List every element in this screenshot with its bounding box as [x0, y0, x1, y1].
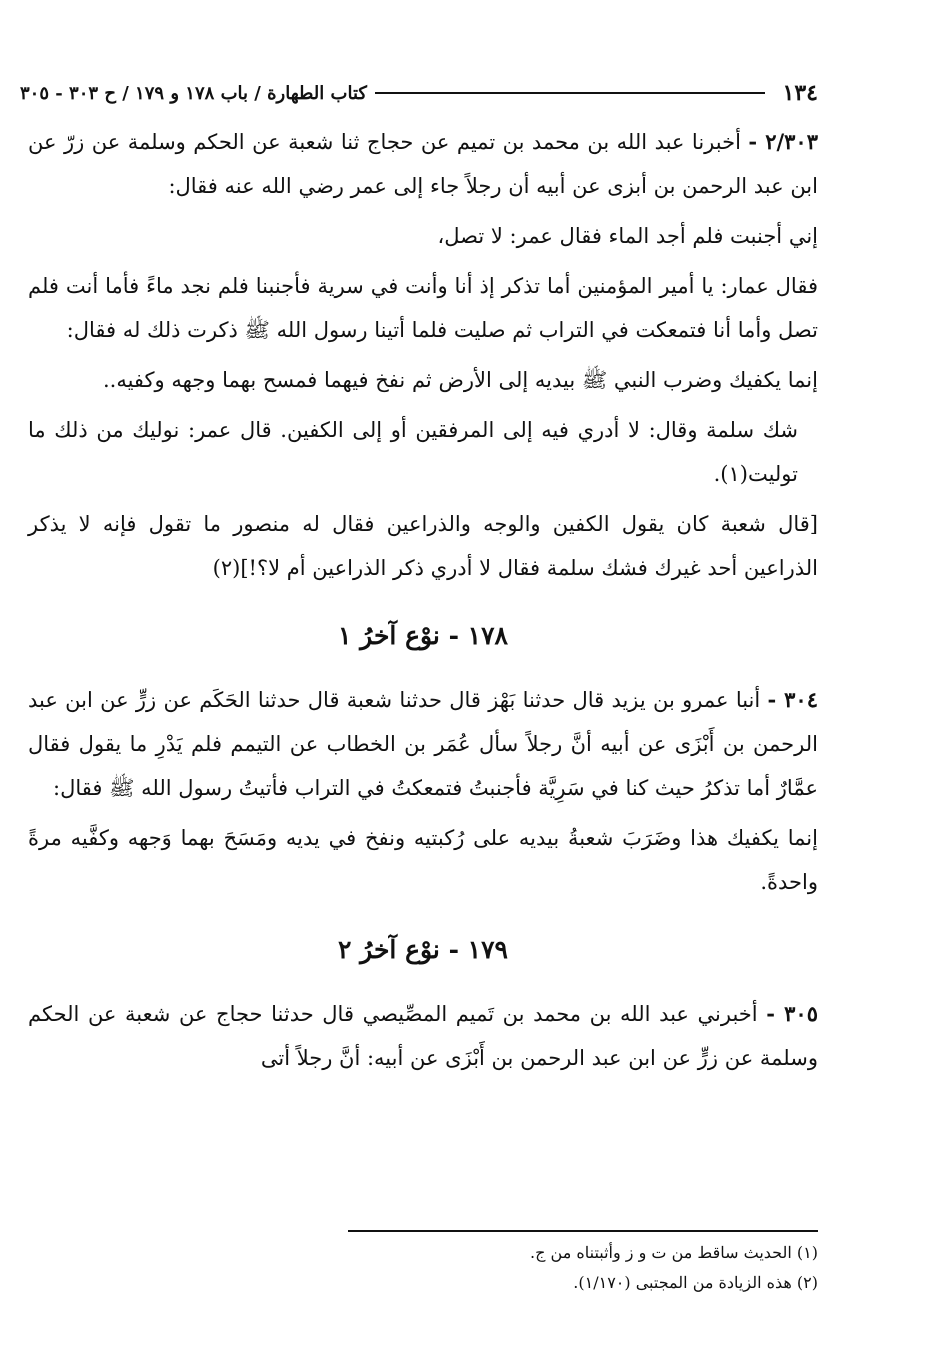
- hadith-303-paragraph: [28, 120, 818, 208]
- paragraph-text: أخبرني عبد الله بن محمد بن تَميم المصِّيصي قال حدثنا حجاج عن شعبة عن الحكم وسلمة عن زرٍّ عن ابن عبد الرحمن بن أَبْزَى عن أبيه: أنَّ رجلاً أتى: [28, 1002, 818, 1070]
- page-body: [28, 120, 818, 1080]
- paragraph: شك سلمة وقال: لا أدري فيه إلى المرفقين أو إلى الكفين. قال عمر: نوليك من ذلك ما توليت(١).: [28, 418, 798, 486]
- section-heading-179: ١٧٩ - نوْع آخرُ ٢: [338, 935, 508, 964]
- paragraph-text: أخبرنا عبد الله بن محمد بن تميم عن حجاج ثنا شعبة عن الحكم وسلمة عن زرّ عن ابن عبد الرحمن بن أبزى عن أبيه أن رجلاً جاء إلى عمر رضي الله عنه فقال:: [28, 130, 818, 198]
- hadith-number: ٢/٣٠٣ -: [748, 129, 818, 154]
- paragraph: إني أجنبت فلم أجد الماء فقال عمر: لا تصل،: [437, 224, 818, 248]
- footnotes: [28, 1238, 818, 1298]
- paragraph: إنما يكفيك وضرب النبي ﷺ بيديه إلى الأرض ثم نفخ فيهما فمسح بهما وجهه وكفيه..: [102, 368, 818, 392]
- footnote-2: (٢) هذه الزيادة من المجتبى (١/١٧٠).: [573, 1273, 818, 1292]
- paragraph-text: أنبا عمرو بن يزيد قال حدثنا بَهْز قال حدثنا شعبة قال حدثنا الحَكَم عن زرٍّ عن ابن عبد الرحمن بن أَبْزَى عن أبيه أنَّ رجلاً سأل عُمَر بن الخطاب عن التيمم فلم يَدْرِ ما يقول فقال عمَّارٌ أما تذكرُ حيث كنا في سَرِيَّة فأجنبتُ فتمعكتُ في التراب فأتيتُ رسول الله ﷺ فقال:: [28, 688, 818, 800]
- header-rule: [375, 92, 765, 94]
- hadith-305-paragraph: [28, 992, 818, 1080]
- hadith-304-paragraph: [28, 678, 818, 810]
- paragraph: [قال شعبة كان يقول الكفين والوجه والذراعين فقال له منصور ما تقول فإنه لا يذكر الذراعين أحد غيرك فشك سلمة فقال لا أدري ذكر الذراعين أم لا؟!](٢): [28, 512, 818, 580]
- page-number: ١٣٤: [782, 80, 818, 106]
- paragraph: إنما يكفيك هذا وضَرَبَ شعبةُ بيديه على رُكبتيه ونفخ في يديه ومَسَحَ بهما وَجهه وكفَّيه مرةً واحدةً.: [28, 826, 818, 894]
- page-header: [20, 76, 818, 110]
- footnote-divider: [348, 1230, 818, 1232]
- hadith-number: ٣٠٥ -: [766, 1001, 818, 1026]
- paragraph: فقال عمار: يا أمير المؤمنين أما تذكر إذ أنا وأنت في سرية فأجنبنا فلم نجد ماءً فأما أنت فلم تصل وأما أنا فتمعكت في التراب ثم صليت فلما أتينا رسول الله ﷺ ذكرت ذلك له فقال:: [28, 274, 818, 342]
- section-heading-178: ١٧٨ - نوْع آخرُ ١: [338, 621, 508, 650]
- footnote-1: (١) الحديث ساقط من ت و ز وأثبتناه من ج.: [530, 1243, 818, 1262]
- running-title: كتاب الطهارة / باب ١٧٨ و ١٧٩ / ح ٣٠٣ - ٣٠٥: [20, 82, 367, 104]
- hadith-number: ٣٠٤ -: [767, 687, 818, 712]
